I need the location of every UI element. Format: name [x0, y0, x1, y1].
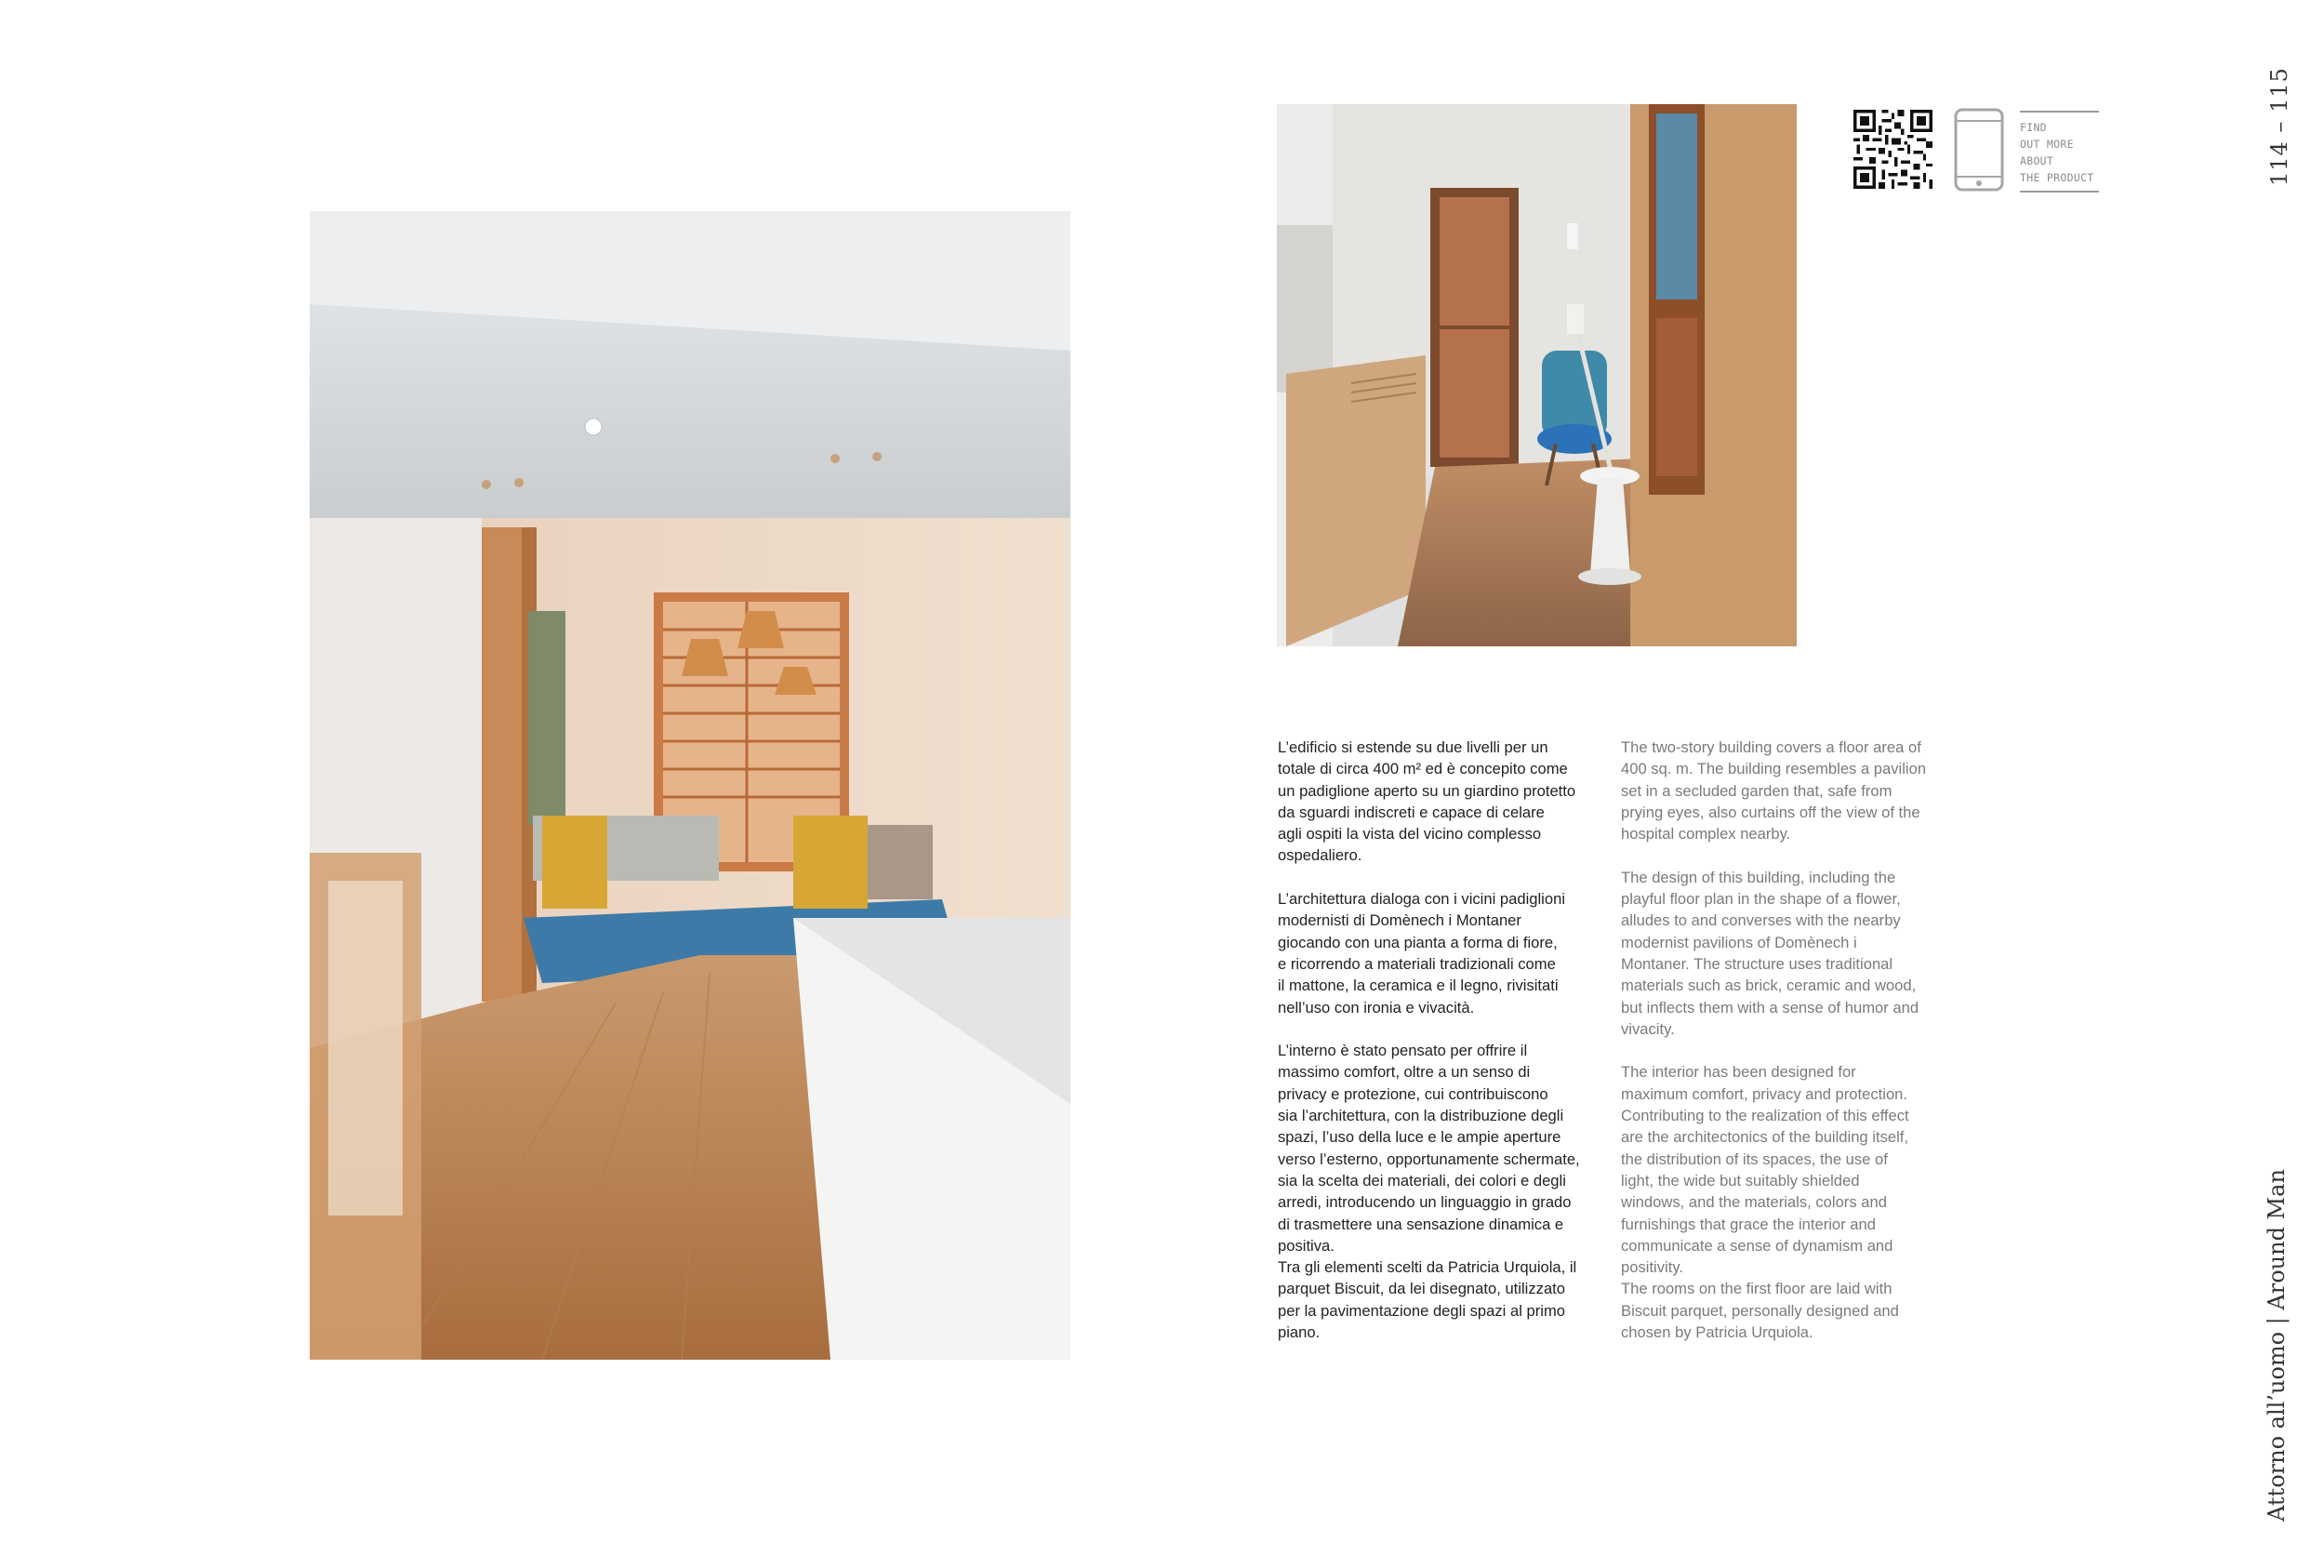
- find-out-line: ABOUT: [2020, 154, 2054, 167]
- italian-paragraph-2: L’architettura dialoga con i vicini padiglioni modernisti di Domènech i Montaner giocando con una pianta a forma di fiore, e ricorrendo a materiali tradizionali come il mattone, la ceramica e il legno, rivisitati nell’uso con ironia e vivacità.: [1278, 890, 1566, 1017]
- interior-living-room-photo: [310, 211, 1070, 1360]
- qr-code-icon[interactable]: [1853, 110, 1932, 189]
- english-paragraph-4: The rooms on the first floor are laid with Biscuit parquet, personally designed and chosen by Patricia Urquiola.: [1621, 1280, 1899, 1342]
- italian-paragraph-1: L’edificio si estende su due livelli per un totale di circa 400 m² ed è concepito come un padiglione aperto su un giardino protetto da sguardi indiscreti e capace di celare agli ospiti la vista del vicino complesso ospedaliero.: [1278, 738, 1576, 865]
- italian-text-column: [1278, 737, 1599, 1365]
- page-numbers: 114 – 115: [2266, 67, 2292, 186]
- find-out-line: FIND: [2020, 121, 2047, 134]
- find-out-line: THE PRODUCT: [2020, 171, 2094, 184]
- english-paragraph-2: The design of this building, including the playful floor plan in the shape of a flower, alludes to and converses with the nearby modernist pavilions of Domènech i Montaner. The structure uses traditional materials such as brick, ceramic and wood, but inflects them with a sense of humor and vivacity.: [1621, 868, 1919, 1038]
- find-out-more-label: [2020, 111, 2099, 193]
- running-title: Attorno all’uomo | Around Man: [2264, 1169, 2290, 1521]
- smartphone-icon: [1954, 108, 2004, 192]
- english-text-column: [1621, 737, 1942, 1365]
- english-paragraph-3: The interior has been designed for maximum comfort, privacy and protection. Contributing to the realization of this effect are the architectonics of the building itself, the distribution of its spaces, the use of light, the wide but suitably shielded windows, and the materials, colors and furnishings that grace the interior and communicate a sense of dynamism and positivity.: [1621, 1063, 1909, 1277]
- find-out-line: OUT MORE: [2020, 138, 2074, 151]
- interior-reading-corner-photo: [1277, 104, 1797, 646]
- italian-paragraph-4: Tra gli elementi scelti da Patricia Urquiola, il parquet Biscuit, da lei disegnato, utilizzato per la pavimentazione degli spazi al primo piano.: [1278, 1258, 1577, 1342]
- italian-paragraph-3: L’interno è stato pensato per offrire il massimo comfort, oltre a un senso di privacy e protezione, cui contribuiscono sia l’architettura, con la distribuzione degli spazi, l’uso della luce e le ampie aperture verso l’esterno, opportunamente schermate, sia la scelta dei materiali, dei colori e degli arredi, introducendo un linguaggio in grado di trasmettere una sensazione dinamica e positiva.: [1278, 1042, 1580, 1255]
- english-paragraph-1: The two-story building covers a floor area of 400 sq. m. The building resembles a pavilion set in a secluded garden that, safe from prying eyes, also curtains off the view of the hospital complex nearby.: [1621, 738, 1927, 844]
